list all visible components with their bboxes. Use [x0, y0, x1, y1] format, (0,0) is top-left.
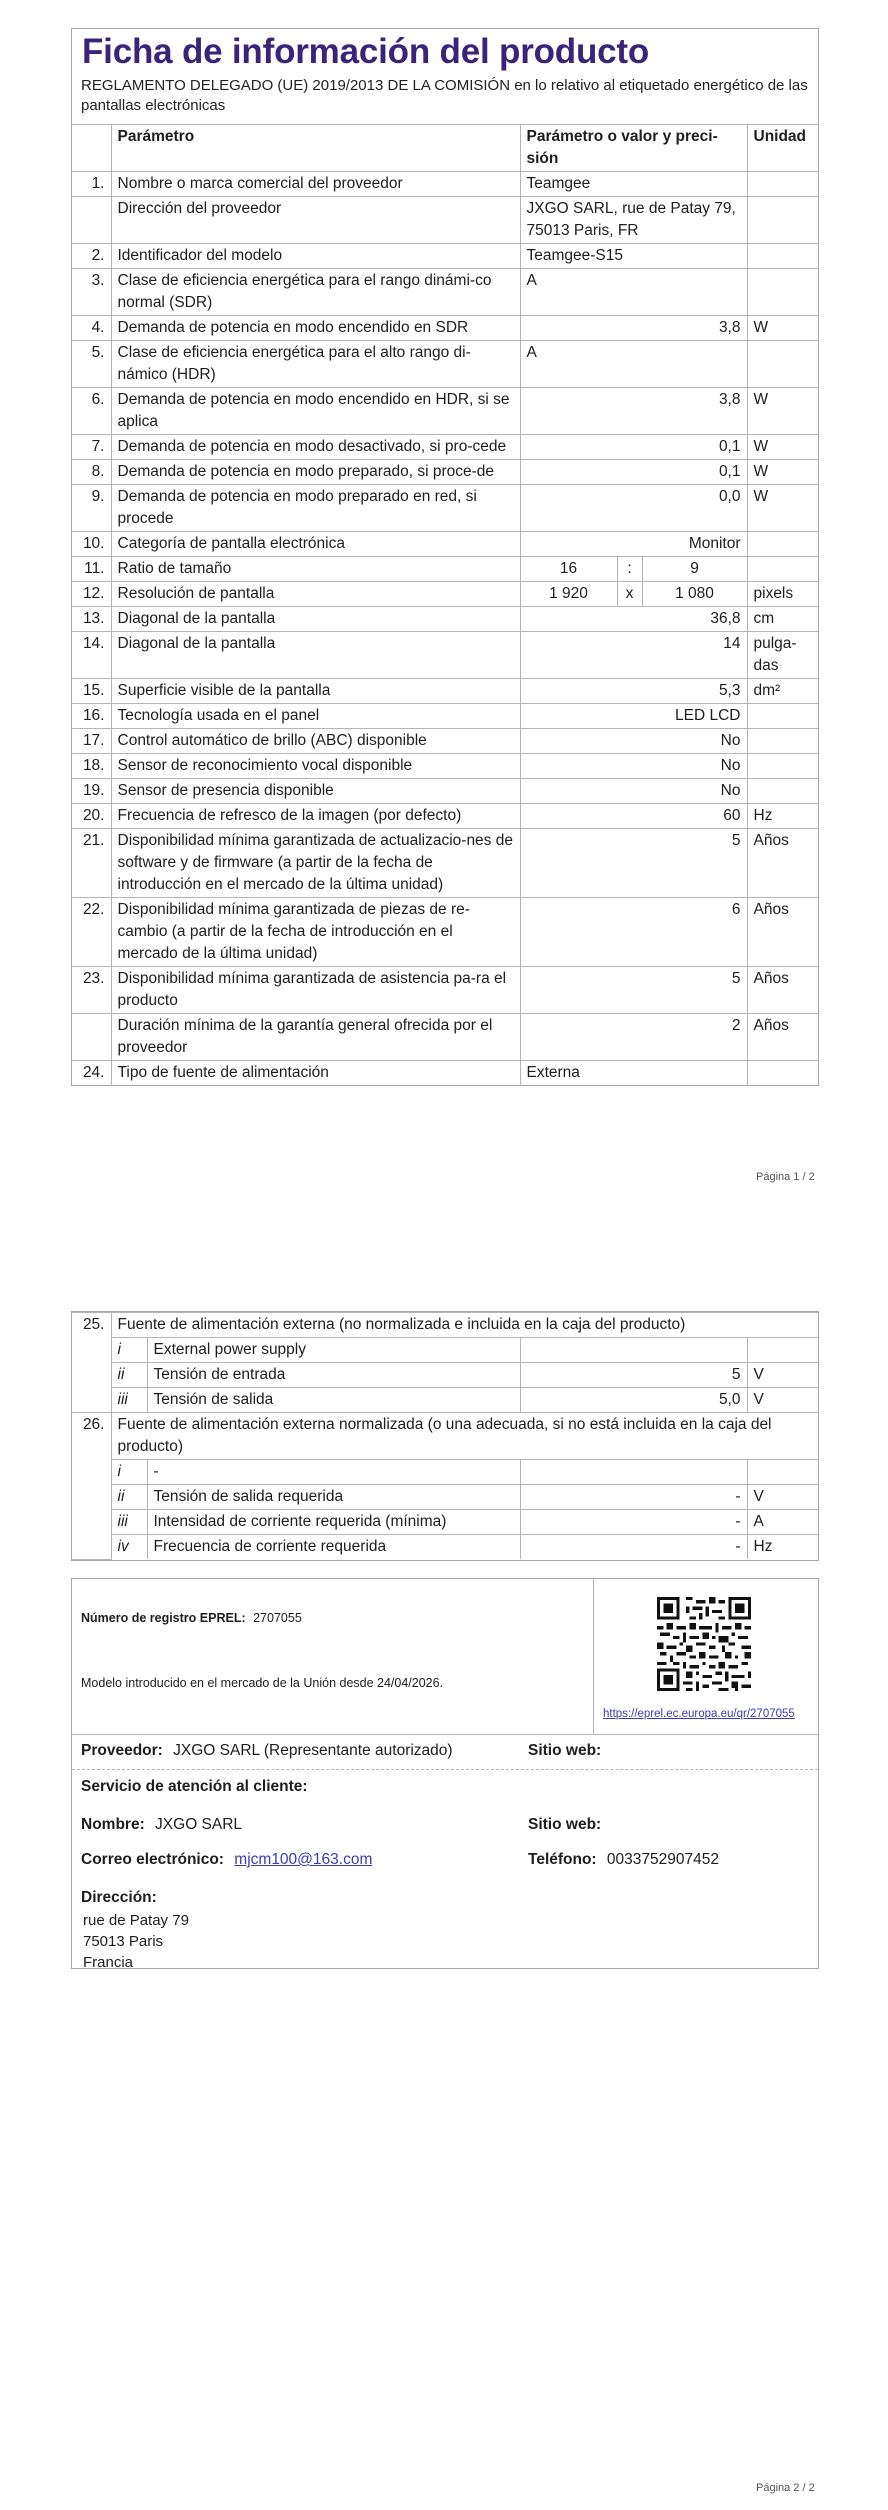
header-num: [72, 125, 111, 172]
row-value: 6: [520, 898, 747, 967]
row-value: A: [520, 269, 747, 316]
table-row: [72, 435, 818, 460]
row-parameter: Clase de eficiencia energética para el alto rango di-námico (HDR): [111, 341, 520, 388]
row-number: 23.: [72, 967, 111, 1014]
table-row: [72, 388, 818, 435]
sub-unit: A: [747, 1510, 818, 1535]
sub-index: ii: [111, 1485, 147, 1510]
resolution-separator: x: [617, 582, 642, 607]
row-number: 22.: [72, 898, 111, 967]
sub-index: i: [111, 1460, 147, 1485]
ratio-second-value: 9: [642, 557, 747, 582]
row-unit: W: [747, 460, 818, 485]
table-row: [72, 1014, 818, 1061]
table-row: [72, 754, 818, 779]
sub-value: [520, 1338, 747, 1363]
section-title: Fuente de alimentación externa normalizada (o una adecuada, si no está incluida en la caja del producto): [111, 1413, 818, 1460]
row-value: No: [520, 754, 747, 779]
row-number: 20.: [72, 804, 111, 829]
row-unit: dm²: [747, 679, 818, 704]
row-value: Externa: [520, 1061, 747, 1086]
row-value: 60: [520, 804, 747, 829]
regulation-subtitle: REGLAMENTO DELEGADO (UE) 2019/2013 DE LA COMISIÓN en lo relativo al etiquetado energético de las pantallas electrónicas: [81, 77, 808, 114]
sub-row: [72, 1388, 818, 1413]
eprel-reg-value: 2707055: [253, 1611, 302, 1625]
table-row: [72, 729, 818, 754]
row-parameter: Demanda de potencia en modo encendido en HDR, si se aplica: [111, 388, 520, 435]
row-value: 5: [520, 967, 747, 1014]
service-website-label: Sitio web:: [528, 1816, 602, 1833]
address-line: Francia: [83, 1954, 134, 1971]
phone-label: Teléfono:: [528, 1851, 597, 1868]
row-number: 5.: [72, 341, 111, 388]
row-parameter: Sensor de presencia disponible: [111, 779, 520, 804]
table-row-resolution: [72, 582, 818, 607]
row-unit: [747, 557, 818, 582]
row-parameter: Demanda de potencia en modo preparado en red, si procede: [111, 485, 520, 532]
row-value: No: [520, 779, 747, 804]
row-parameter: Nombre o marca comercial del proveedor: [111, 172, 520, 197]
address-label: Dirección:: [81, 1889, 157, 1906]
row-number: 9.: [72, 485, 111, 532]
row-value: 5: [520, 829, 747, 898]
row-parameter: Disponibilidad mínima garantizada de asistencia pa-ra el producto: [111, 967, 520, 1014]
table-row: [72, 460, 818, 485]
resolution-first-value: 1 920: [520, 582, 617, 607]
row-parameter: Categoría de pantalla electrónica: [111, 532, 520, 557]
row-value: LED LCD: [520, 704, 747, 729]
sub-index: iii: [111, 1510, 147, 1535]
table-row: [72, 1061, 818, 1086]
sub-index: i: [111, 1338, 147, 1363]
sub-row: [72, 1510, 818, 1535]
eprel-link[interactable]: https://eprel.ec.europa.eu/qr/2707055: [603, 1708, 795, 1720]
section-row-r25: [72, 1313, 818, 1338]
row-number: [72, 1014, 111, 1061]
table-row-ratio: [72, 557, 818, 582]
section-row-r26: [72, 1413, 818, 1460]
row-unit: [747, 532, 818, 557]
sub-value: 5: [520, 1363, 747, 1388]
row-number: 3.: [72, 269, 111, 316]
row-unit: Años: [747, 829, 818, 898]
phone-value: 0033752907452: [606, 1851, 719, 1868]
row-number: 1.: [72, 172, 111, 197]
row-unit: [747, 729, 818, 754]
power-supply-section: [71, 1311, 819, 1561]
sub-value: -: [520, 1485, 747, 1510]
row-unit: W: [747, 388, 818, 435]
row-parameter: Identificador del modelo: [111, 244, 520, 269]
row-value: 14: [520, 632, 747, 679]
table-row: [72, 804, 818, 829]
row-parameter: Diagonal de la pantalla: [111, 632, 520, 679]
section-title: Fuente de alimentación externa (no normalizada e incluida en la caja del producto): [111, 1313, 818, 1338]
row-number: 4.: [72, 316, 111, 341]
row-number: [72, 197, 111, 244]
row-number: 16.: [72, 704, 111, 729]
sub-index: iv: [111, 1535, 147, 1560]
row-parameter: Superficie visible de la pantalla: [111, 679, 520, 704]
market-date-text: Modelo introducido en el mercado de la Unión desde 24/04/2026.: [81, 1676, 444, 1690]
row-value: 2: [520, 1014, 747, 1061]
sub-row: [72, 1338, 818, 1363]
sub-unit: V: [747, 1485, 818, 1510]
row-number: 24.: [72, 1061, 111, 1086]
section-number: 25.: [72, 1313, 111, 1413]
row-value: JXGO SARL, rue de Patay 79, 75013 Paris, FR: [520, 197, 747, 244]
table-row: [72, 779, 818, 804]
row-number: 13.: [72, 607, 111, 632]
row-unit: pixels: [747, 582, 818, 607]
ratio-first-value: 16: [520, 557, 617, 582]
sub-row: [72, 1485, 818, 1510]
row-value: Teamgee-S15: [520, 244, 747, 269]
supplier-value: JXGO SARL (Representante autorizado): [173, 1742, 453, 1759]
sub-parameter: -: [147, 1460, 520, 1485]
row-unit: Años: [747, 898, 818, 967]
header-value: Parámetro o valor y preci-sión: [520, 125, 747, 172]
row-number: 10.: [72, 532, 111, 557]
table-row: [72, 172, 818, 197]
table-row: [72, 967, 818, 1014]
row-value: 3,8: [520, 388, 747, 435]
email-link[interactable]: mjcm100@163.com: [234, 1851, 373, 1868]
sub-index: ii: [111, 1363, 147, 1388]
address-block: [83, 1910, 189, 1973]
product-info-sheet: [71, 28, 819, 1086]
table-row: [72, 607, 818, 632]
page-number-2: Página 2 / 2: [756, 2482, 815, 2494]
row-value: 5,3: [520, 679, 747, 704]
parameters-table: [72, 124, 818, 1085]
row-number: 6.: [72, 388, 111, 435]
row-number: 7.: [72, 435, 111, 460]
row-parameter: Demanda de potencia en modo encendido en SDR: [111, 316, 520, 341]
address-line: 75013 Paris: [83, 1933, 164, 1950]
sub-value: -: [520, 1510, 747, 1535]
table-header-row: [72, 125, 818, 172]
row-parameter: Ratio de tamaño: [111, 557, 520, 582]
sub-unit: V: [747, 1363, 818, 1388]
row-number: 15.: [72, 679, 111, 704]
row-unit: [747, 704, 818, 729]
page-title: Ficha de información del producto: [82, 32, 650, 71]
row-value: Monitor: [520, 532, 747, 557]
sub-parameter: External power supply: [147, 1338, 520, 1363]
row-parameter: Sensor de reconocimiento vocal disponible: [111, 754, 520, 779]
row-parameter: Control automático de brillo (ABC) disponible: [111, 729, 520, 754]
row-value: A: [520, 341, 747, 388]
row-number: 18.: [72, 754, 111, 779]
email-label: Correo electrónico:: [81, 1851, 224, 1868]
table-row: [72, 632, 818, 679]
table-row: [72, 704, 818, 729]
row-number: 14.: [72, 632, 111, 679]
sub-row: [72, 1535, 818, 1560]
power-supply-table: [72, 1312, 818, 1560]
row-unit: cm: [747, 607, 818, 632]
row-parameter: Demanda de potencia en modo desactivado, si pro-cede: [111, 435, 520, 460]
table-row: [72, 197, 818, 244]
row-unit: [747, 244, 818, 269]
sub-row: [72, 1363, 818, 1388]
sub-row: [72, 1460, 818, 1485]
row-value: 36,8: [520, 607, 747, 632]
row-number: 11.: [72, 557, 111, 582]
eprel-section: [71, 1578, 819, 1969]
row-unit: [747, 269, 818, 316]
supplier-label: Proveedor:: [81, 1742, 163, 1759]
row-unit: Años: [747, 967, 818, 1014]
row-parameter: Disponibilidad mínima garantizada de actualizacio-nes de software y de firmware (a partir de la fecha de introducción en el mercado de la última unidad): [111, 829, 520, 898]
table-row: [72, 679, 818, 704]
table-row: [72, 829, 818, 898]
row-parameter: Tecnología usada en el panel: [111, 704, 520, 729]
sub-parameter: Tensión de salida requerida: [147, 1485, 520, 1510]
name-label: Nombre:: [81, 1816, 145, 1833]
row-unit: W: [747, 435, 818, 460]
sub-parameter: Intensidad de corriente requerida (mínima): [147, 1510, 520, 1535]
row-value: 0,0: [520, 485, 747, 532]
row-unit: [747, 197, 818, 244]
eprel-reg-label: Número de registro EPREL:: [81, 1611, 246, 1625]
sub-parameter: Frecuencia de corriente requerida: [147, 1535, 520, 1560]
sub-unit: V: [747, 1388, 818, 1413]
row-value: 0,1: [520, 460, 747, 485]
row-value: No: [520, 729, 747, 754]
row-parameter: Disponibilidad mínima garantizada de piezas de re-cambio (a partir de la fecha de introducción en el mercado de la última unidad): [111, 898, 520, 967]
customer-service-label: Servicio de atención al cliente:: [81, 1778, 308, 1795]
row-parameter: Resolución de pantalla: [111, 582, 520, 607]
row-value: 3,8: [520, 316, 747, 341]
row-parameter: Tipo de fuente de alimentación: [111, 1061, 520, 1086]
sub-parameter: Tensión de entrada: [147, 1363, 520, 1388]
row-unit: W: [747, 485, 818, 532]
row-number: 19.: [72, 779, 111, 804]
row-parameter: Frecuencia de refresco de la imagen (por defecto): [111, 804, 520, 829]
table-row: [72, 485, 818, 532]
row-parameter: Clase de eficiencia energética para el rango dinámi-co normal (SDR): [111, 269, 520, 316]
row-unit: W: [747, 316, 818, 341]
sub-index: iii: [111, 1388, 147, 1413]
row-unit: [747, 172, 818, 197]
header-parameter: Parámetro: [111, 125, 520, 172]
name-value: JXGO SARL: [155, 1816, 243, 1833]
sub-unit: [747, 1460, 818, 1485]
sub-unit: Hz: [747, 1535, 818, 1560]
row-parameter: Dirección del proveedor: [111, 197, 520, 244]
qr-code-icon[interactable]: [657, 1597, 751, 1691]
row-unit: [747, 341, 818, 388]
sub-value: 5,0: [520, 1388, 747, 1413]
row-unit: [747, 1061, 818, 1086]
table-row: [72, 532, 818, 557]
sub-parameter: Tensión de salida: [147, 1388, 520, 1413]
address-line: rue de Patay 79: [83, 1912, 189, 1929]
row-number: 2.: [72, 244, 111, 269]
row-number: 17.: [72, 729, 111, 754]
row-unit: Años: [747, 1014, 818, 1061]
row-number: 8.: [72, 460, 111, 485]
row-parameter: Duración mínima de la garantía general ofrecida por el proveedor: [111, 1014, 520, 1061]
table-row: [72, 244, 818, 269]
row-number: 12.: [72, 582, 111, 607]
website-label: Sitio web:: [528, 1742, 602, 1759]
ratio-separator: :: [617, 557, 642, 582]
sub-value: [520, 1460, 747, 1485]
table-row: [72, 341, 818, 388]
row-parameter: Diagonal de la pantalla: [111, 607, 520, 632]
row-parameter: Demanda de potencia en modo preparado, si proce-de: [111, 460, 520, 485]
resolution-second-value: 1 080: [642, 582, 747, 607]
sub-unit: [747, 1338, 818, 1363]
row-unit: [747, 779, 818, 804]
header-unit: Unidad: [747, 125, 818, 172]
table-row: [72, 269, 818, 316]
row-unit: [747, 754, 818, 779]
row-unit: Hz: [747, 804, 818, 829]
row-value: 0,1: [520, 435, 747, 460]
page-number: Página 1 / 2: [756, 1171, 815, 1183]
row-number: 21.: [72, 829, 111, 898]
row-unit: pulga-das: [747, 632, 818, 679]
row-value: Teamgee: [520, 172, 747, 197]
sub-value: -: [520, 1535, 747, 1560]
section-number: 26.: [72, 1413, 111, 1560]
table-row: [72, 898, 818, 967]
table-row: [72, 316, 818, 341]
